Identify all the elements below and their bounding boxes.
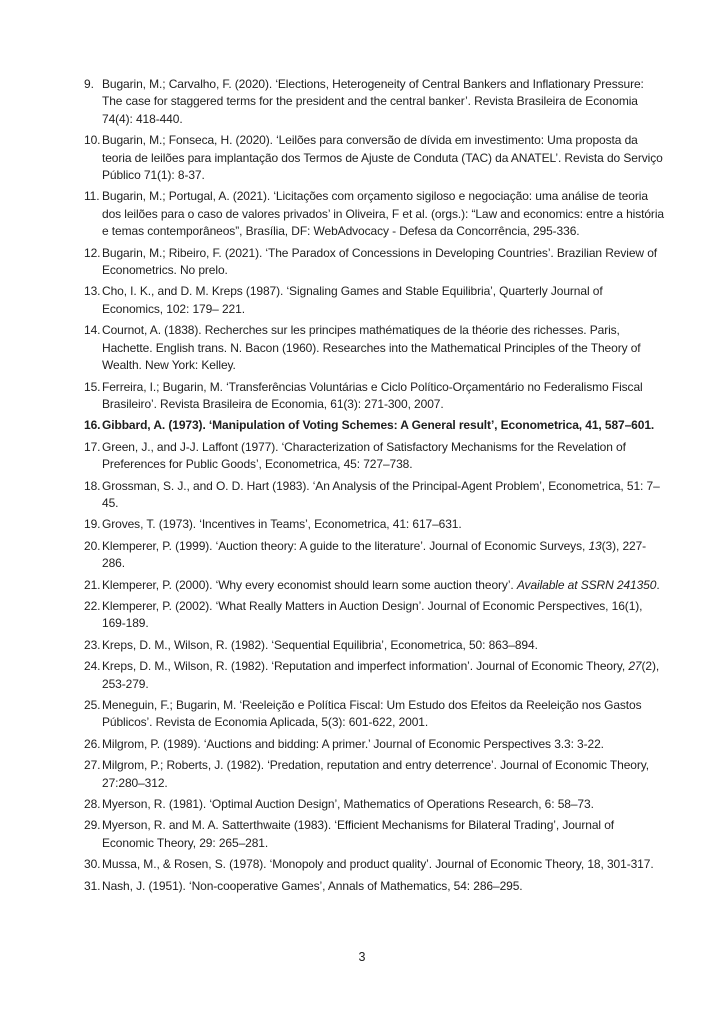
reference-item	[84, 379, 666, 414]
reference-number: 29.	[84, 818, 101, 833]
reference-number: 14.	[84, 323, 101, 338]
reference-text: Milgrom, P. (1989). ‘Auctions and bidding: A primer.’ Journal of Economic Perspectives 3.3: 3-22.	[102, 736, 604, 751]
reference-text: Ferreira, I.; Bugarin, M. ‘Transferências Voluntárias e Ciclo Político-Orçamentário no Federalismo Fiscal Brasileiro’. Revista Brasileira de Economia, 61(3): 271-300, 2007.	[102, 379, 643, 411]
reference-number: 18.	[84, 478, 101, 493]
reference-text: Klemperer, P. (2000). ‘Why every economist should learn some auction theory’. Available at SSRN 241350.	[102, 577, 660, 592]
reference-number: 28.	[84, 797, 101, 812]
reference-item	[84, 322, 666, 374]
reference-number: 20.	[84, 538, 101, 553]
reference-text: Milgrom, P.; Roberts, J. (1982). ‘Predation, reputation and entry deterrence’. Journal of Economic Theory, 27:280–312.	[102, 758, 650, 790]
reference-text: Groves, T. (1973). ‘Incentives in Teams’, Econometrica, 41: 617–631.	[102, 517, 462, 532]
reference-number: 31.	[84, 878, 101, 893]
reference-item	[84, 478, 666, 513]
reference-number: 22.	[84, 598, 101, 613]
reference-text: Bugarin, M.; Fonseca, H. (2020). ‘Leilões para conversão de dívida em investimento: Uma proposta da teoria de leilões para implantação dos Termos de Ajuste de Conduta (TAC) da ANATEL’. Revista do Serviço Público 71(1): 8-37.	[102, 133, 663, 183]
page-number: 3	[358, 950, 366, 964]
reference-number: 10.	[84, 133, 101, 148]
reference-text: Kreps, D. M., Wilson, R. (1982). ‘Reputation and imperfect information’. Journal of Economic Theory, 27(2), 253-279.	[102, 659, 660, 691]
reference-item	[84, 736, 666, 753]
reference-item	[84, 188, 666, 240]
reference-text: Klemperer, P. (2002). ‘What Really Matters in Auction Design’. Journal of Economic Perspectives, 16(1), 169-189.	[102, 598, 643, 631]
reference-item	[84, 757, 666, 792]
reference-item	[84, 76, 666, 128]
reference-text: Nash, J. (1951). ‘Non-cooperative Games’, Annals of Mathematics, 54: 286–295.	[102, 878, 523, 893]
reference-list	[84, 76, 666, 899]
reference-number: 21.	[84, 577, 101, 592]
reference-text: Myerson, R. and M. A. Satterthwaite (1983). ‘Efficient Mechanisms for Bilateral Trading’, Journal of Economic Theory, 29: 265–281.	[102, 818, 615, 850]
reference-text: Bugarin, M.; Portugal, A. (2021). ‘Licitações com orçamento sigiloso e negociação: uma análise de teoria dos leilões para o caso de valores privados’ in Oliveira, F et al. (orgs.): “Law and economics: entre a história e temas contemporâneos”, Brasília, DF: WebAdvocacy - Defesa da Concorrência, 295-336.	[102, 189, 664, 239]
reference-item	[84, 796, 666, 813]
reference-number: 17.	[84, 439, 101, 454]
reference-text: Cho, I. K., and D. M. Kreps (1987). ‘Signaling Games and Stable Equilibria’, Quarterly Journal of Economics, 102: 179– 221.	[102, 284, 603, 316]
reference-item	[84, 637, 666, 654]
reference-number: 13.	[84, 284, 101, 299]
reference-text: Bugarin, M.; Carvalho, F. (2020). ‘Elections, Heterogeneity of Central Bankers and Inflationary Pressure: The case for staggered terms for the president and the central banker’. Revista Brasileira de Economia 74(4): 418-440.	[102, 77, 644, 126]
reference-item	[84, 878, 666, 895]
reference-number: 15.	[84, 379, 101, 394]
reference-item	[84, 577, 666, 594]
reference-text: Kreps, D. M., Wilson, R. (1982). ‘Sequential Equilibria’, Econometrica, 50: 863–894.	[102, 637, 538, 652]
reference-item	[84, 417, 666, 434]
reference-item	[84, 132, 666, 184]
reference-number: 27.	[84, 758, 101, 773]
reference-item	[84, 598, 666, 633]
reference-item	[84, 516, 666, 533]
reference-item	[84, 697, 666, 732]
reference-text: Bugarin, M.; Ribeiro, F. (2021). ‘The Paradox of Concessions in Developing Countries’. Brazilian Review of Econometrics. No prelo.	[102, 245, 658, 278]
reference-number: 24.	[84, 659, 101, 674]
reference-item	[84, 283, 666, 318]
reference-item	[84, 245, 666, 280]
reference-text: Grossman, S. J., and O. D. Hart (1983). ‘An Analysis of the Principal-Agent Problem’, Econometrica, 51: 7–45.	[102, 478, 660, 510]
reference-number: 11.	[84, 189, 100, 204]
reference-text: Gibbard, A. (1973). ‘Manipulation of Voting Schemes: A General result’, Econometrica, 41, 587–601.	[102, 418, 655, 433]
reference-number: 26.	[84, 736, 101, 751]
reference-number: 19.	[84, 517, 101, 532]
reference-text: Klemperer, P. (1999). ‘Auction theory: A guide to the literature’. Journal of Economic Surveys, 13(3), 227-286.	[102, 538, 647, 571]
reference-text: Meneguin, F.; Bugarin, M. ‘Reeleição e Política Fiscal: Um Estudo dos Efeitos da Reeleição nos Gastos Públicos’. Revista de Economia Aplicada, 5(3): 601-622, 2001.	[102, 698, 642, 730]
reference-item	[84, 538, 666, 573]
reference-item	[84, 658, 666, 693]
reference-item	[84, 817, 666, 852]
reference-number: 9.	[84, 77, 94, 91]
reference-text: Cournot, A. (1838). Recherches sur les principes mathématiques de la théorie des richesses. Paris, Hachette. English trans. N. Bacon (1960). Researches into the Mathematical Principles of the Theory of Wealth. New York: Kelley.	[102, 323, 641, 373]
reference-number: 25.	[84, 698, 101, 712]
reference-item	[84, 439, 666, 474]
reference-text: Green, J., and J-J. Laffont (1977). ‘Characterization of Satisfactory Mechanisms for the Revelation of Preferences for Public Goods’, Econometrica, 45: 727–738.	[102, 439, 626, 472]
reference-text: Myerson, R. (1981). ‘Optimal Auction Design’, Mathematics of Operations Research, 6: 58–73.	[102, 797, 594, 812]
reference-text: Mussa, M., & Rosen, S. (1978). ‘Monopoly and product quality’. Journal of Economic Theory, 18, 301-317.	[102, 857, 654, 872]
reference-number: 16.	[84, 418, 101, 433]
reference-number: 30.	[84, 857, 101, 872]
reference-item	[84, 856, 666, 873]
reference-number: 12.	[84, 245, 101, 260]
reference-number: 23.	[84, 637, 101, 652]
